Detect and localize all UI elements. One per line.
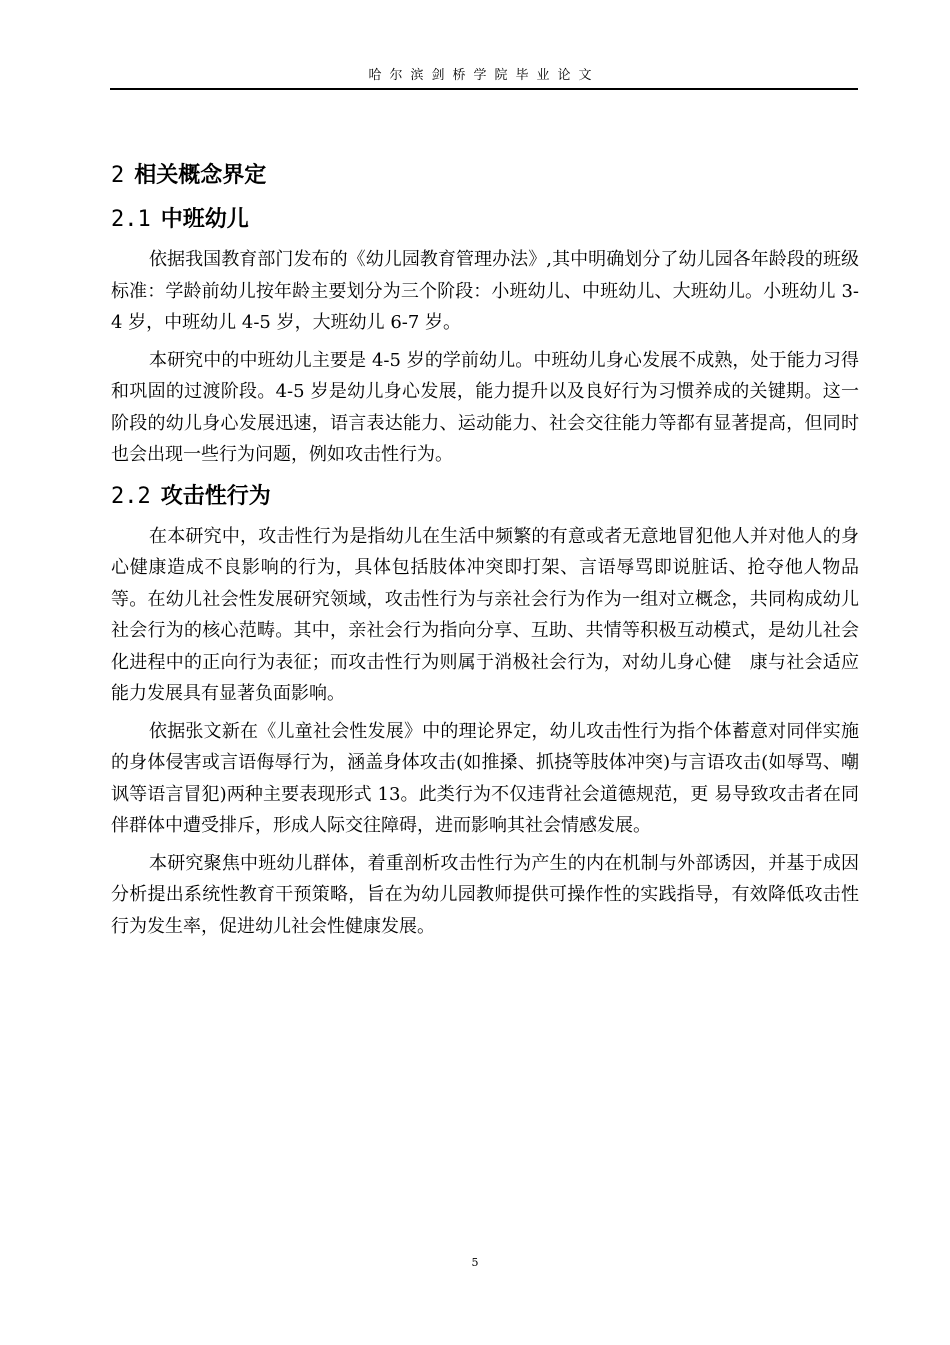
section-heading xyxy=(111,200,859,240)
running-header: 哈尔滨剑桥学院毕业论文 xyxy=(368,68,600,83)
section-title: 中班幼儿 xyxy=(160,207,249,232)
page-number: 5 xyxy=(471,1256,479,1269)
section-number: 2.2 xyxy=(111,483,151,509)
paragraph: 依据我国教育部门发布的《幼儿园教育管理办法》,其中明确划分了幼儿园各年龄段的班级标准：学龄前幼儿按年龄主要划分为三个阶段：小班幼儿、中班幼儿、大班幼儿。小班幼儿 3-4 岁，中班幼儿 4-5 岁，大班幼儿 6-7 岁。 xyxy=(111,249,859,333)
paragraph: 在本研究中，攻击性行为是指幼儿在生活中频繁的有意或者无意地冒犯他人并对他人的身心健康造成不良影响的行为，具体包括肢体冲突即打架、言语辱骂即说脏话、抢夺他人物品等。在幼儿社会性发展研究领域，攻击性行为与亲社会行为作为一组对立概念，共同构成幼儿社会行为的核心范畴。其中，亲社会行为指向分享、互助、共情等积极互动模式，是幼儿社会化进程中的正向行为表征；而攻击性行为则属于消极社会行为，对幼儿身心健 康与社会适应能力发展具有显著负面影响。 xyxy=(111,525,859,704)
chapter-number: 2 xyxy=(111,163,125,188)
header-rule xyxy=(110,88,858,90)
paragraph: 依据张文新在《儿童社会性发展》中的理论界定，幼儿攻击性行为指个体蓄意对同伴实施的身体侵害或言语侮辱行为，涵盖身体攻击(如推搡、抓挠等肢体冲突)与言语攻击(如辱骂、嘲讽等语言冒犯)两种主要表现形式 13。此类行为不仅违背社会道德规范，更 易导致攻击者在同伴群体中遭受排斥，形成人际交往障碍，进而影响其社会情感发展。 xyxy=(111,720,859,836)
section-heading xyxy=(111,477,859,517)
section-number: 2.1 xyxy=(111,207,151,232)
document-body xyxy=(111,156,859,948)
paragraph: 本研究中的中班幼儿主要是 4-5 岁的学前幼儿。中班幼儿身心发展不成熟，处于能力习得和巩固的过渡阶段。4-5 岁是幼儿身心发展，能力提升以及良好行为习惯养成的关键期。这一阶段的幼儿身心发展迅速，语言表达能力、运动能力、社会交往能力等都有显著提高，但同时也会出现一些行为问题，例如攻击性行为。 xyxy=(111,349,859,465)
chapter-title: 相关概念界定 xyxy=(134,163,267,188)
section-title: 攻击性行为 xyxy=(160,483,271,509)
chapter-heading xyxy=(111,156,859,196)
paragraph: 本研究聚焦中班幼儿群体，着重剖析攻击性行为产生的内在机制与外部诱因，并基于成因分析提出系统性教育干预策略，旨在为幼儿园教师提供可操作性的实践指导，有效降低攻击性行为发生率，促进幼儿社会性健康发展。 xyxy=(111,852,859,937)
